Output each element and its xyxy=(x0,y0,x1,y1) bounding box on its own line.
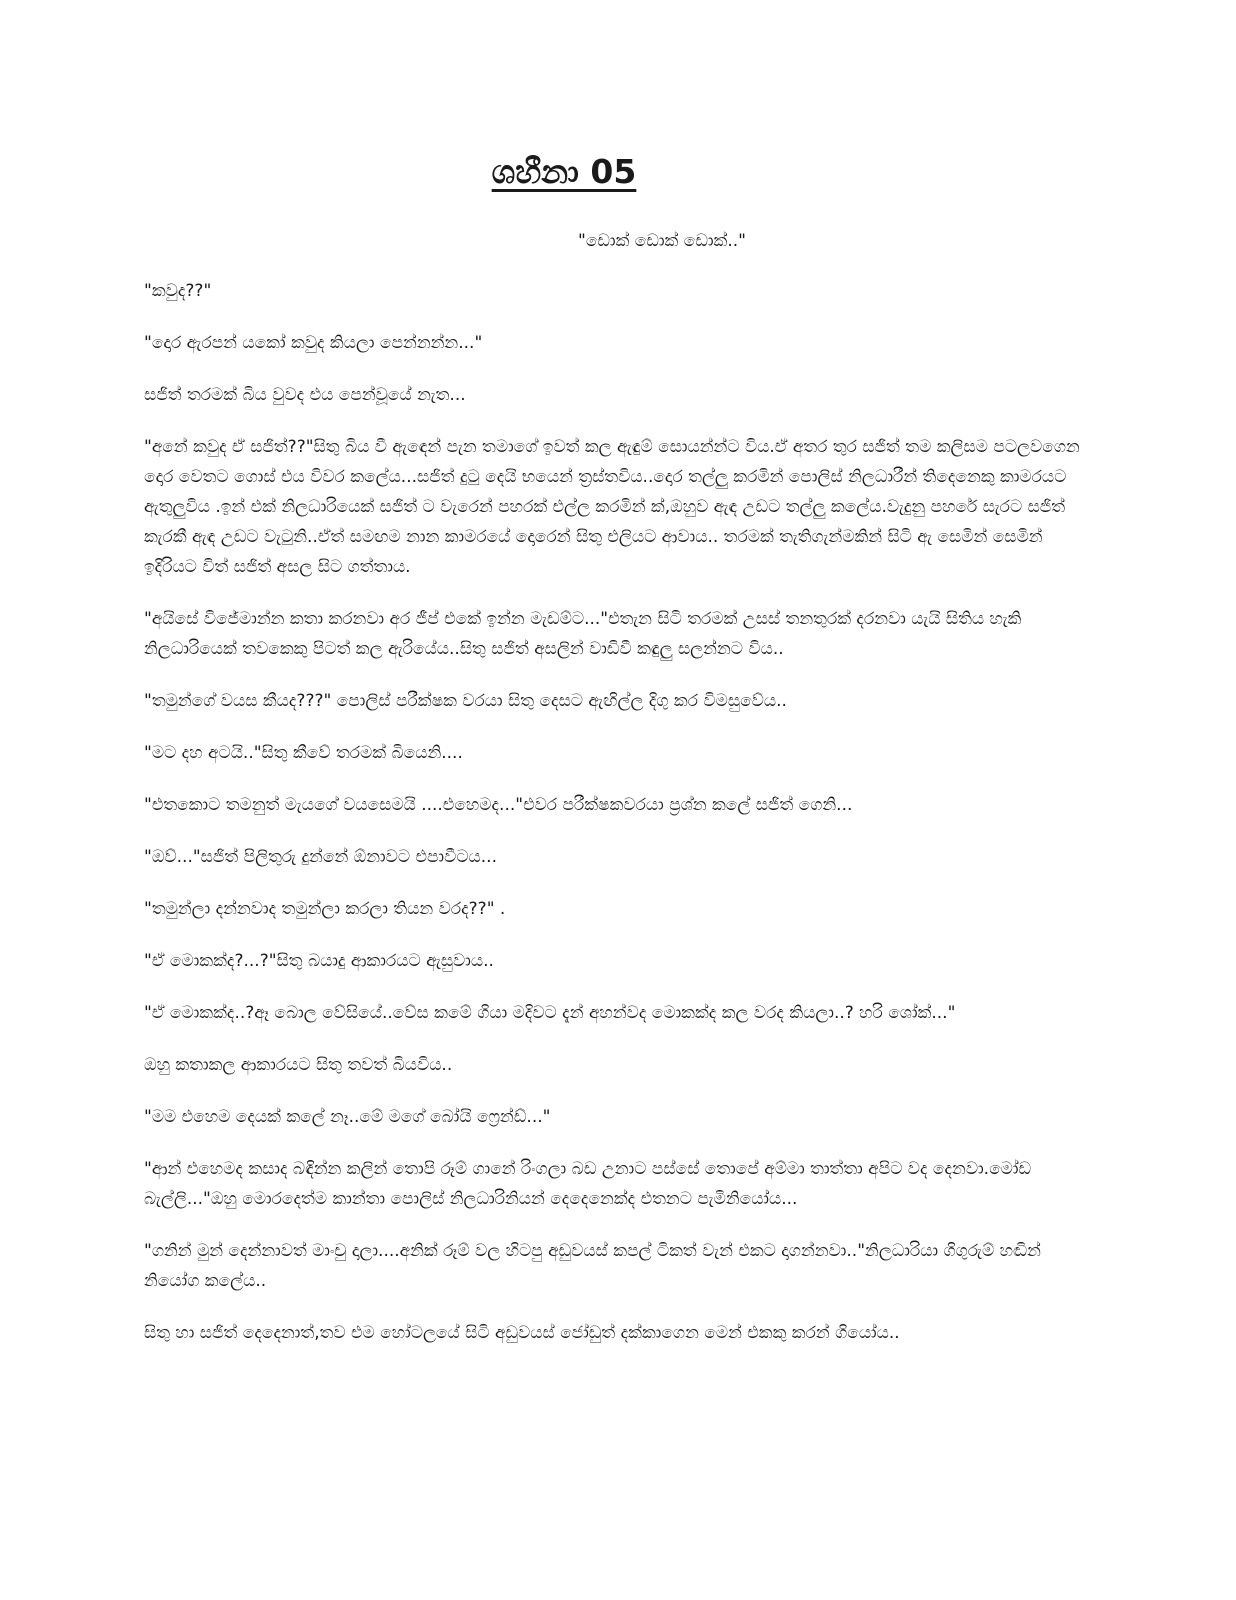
page-title: ශහීනා 05 xyxy=(491,152,637,191)
paragraph: සජිත් තරමක් බිය වුවද එය පෙන්වූයේ නැත... xyxy=(144,385,466,405)
paragraph: "ඒ මොකක්ද..?ඈ බොල වේසියේ..වේස කමේ ගියා මදිවට දැන් අහන්වද මොකක්ද කල වරද කියලා..? හරි ශෝක්..." xyxy=(144,1003,956,1023)
paragraph: "මම එහෙම දෙයක් කලේ නෑ..මේ මගේ බෝයි ෆ්‍රෙන්ඩ්..." xyxy=(144,1107,551,1127)
paragraph: "තමුන්ගේ වයස කීයද???" පොලිස් පරීක්ෂක වරයා සිතු දෙසට ඇඟිල්ල දිගු කර විමසුවේය.. xyxy=(144,691,787,711)
paragraph: "තමුන්ලා දන්නවාද තමුන්ලා කරලා තියන වරද??" . xyxy=(144,899,506,919)
paragraph: "ගනින් මුන් දෙන්නාවත් මාංචු දාලා....අනික් රූම් වල හිටපු අඩුවයස් කපල් ටිකත් වැන් එකට දාගන්නවා.."නිලධාරියා ගිගුරුම් හඬින් නියෝග කලේය.. xyxy=(144,1241,1041,1291)
paragraph: "අනේ කවුද ඒ සජිත්??"සිතු බිය වී ඇඳෙන් පැන තමාගේ ඉවත් කල ඇඳුම් සොයන්න්ට විය.ඒ අතර තුර සජිත් තම කලිසම පටලවගෙන දොර වෙතට ගොස් එය විවර කලේය...සජිත් දුටු දෙයි භයෙන් ත්‍රස්තවිය..දොර තල්ලු කරමින් පොලිස් නිලධාරීන් තිදෙනෙකු කාමරයට ඇතුලුවිය .ඉන් එක් නිලධාරියෙක් සජිත් ට වැරෙන් පහරක් එල්ල කරමින් ක්,ඔහුව ඇඳ උඩට තල්ලු කලේය.වැදුනු පහරේ සැරට සජිත් කැරකී ඇඳ උඩට වැටුනි..ඒත් සමඟම නාන කාමරයේ දොරෙන් සිතු එලියට ආවාය.. තරමක් තැතිගැන්මකින් සිටි ඇ සෙමින් සෙමින් ඉදිරියට විත් සජිත් අසල සිට ගත්තාය. xyxy=(144,437,1080,577)
paragraph: "අයිසේ විජේමාන්න කතා කරනවා අර ජීප් එකේ ඉන්න මැඩම්ට..."එතැන සිටි තරමක් උසස් තනතුරක් දරනවා යැයි සිතිය හැකි නිලධාරියෙක් තවකෙකු පිටත් කල ඇරියේය..සිතු සජිත් අසලින් වාඩිවී කඳුලු සලන්නට විය.. xyxy=(144,609,1022,659)
paragraph: "ආන් එහෙමද කසාද බඳින්න කලින් තොපි රූම් ගානේ රිංගලා බඩ උනාට පස්සේ තොපේ අම්මා තාත්තා අපිට වද දෙනවා.මෝඩ බැල්ලි..."ඔහු මොරදෙත්ම කාන්තා පොලිස් නිලධාරිනියන් දෙදෙනෙක්ද එතනට පැමිනියෝය... xyxy=(144,1159,1032,1209)
paragraph: "මට දහ අටයි.."සිතු කීවේ තරමක් බියෙනි.... xyxy=(144,743,463,763)
knock-line: "ඩොක් ඩොක් ඩොක්.." xyxy=(578,231,746,251)
paragraph: සිතු හා සජිත් දෙදෙනාත්,තව එම හෝටලයේ සිටි අඩුවයස් ජෝඩුත් දක්කාගෙන මෙන් එකකු කරන් ගියෝය.. xyxy=(144,1323,900,1343)
paragraph: "දොර ඇරපන් යකෝ කවුද කියලා පෙන්නන්න..." xyxy=(144,333,483,353)
paragraph: ඔහු කතාකල ආකාරයට සිතු තවත් බියවිය.. xyxy=(144,1055,453,1075)
paragraph: "ඒ මොකක්ද?...?"සිතු බයාදු ආකාරයට ඇසුවාය.. xyxy=(144,951,494,971)
paragraph: "ඔව්..."සජිත් පිලිතුරු දුන්නේ ඕනාවට එපාවීටය... xyxy=(144,847,497,867)
paragraph: "එතකොට තමනුත් මැයගේ වයසෙමයි ....එහෙමද..."එවර පරීක්ෂකවරයා ප්‍රශ්න කලේ සජිත් ගෙනි... xyxy=(144,795,853,815)
paragraph: "කවුද??" xyxy=(144,281,212,301)
body-text xyxy=(144,276,1089,1370)
